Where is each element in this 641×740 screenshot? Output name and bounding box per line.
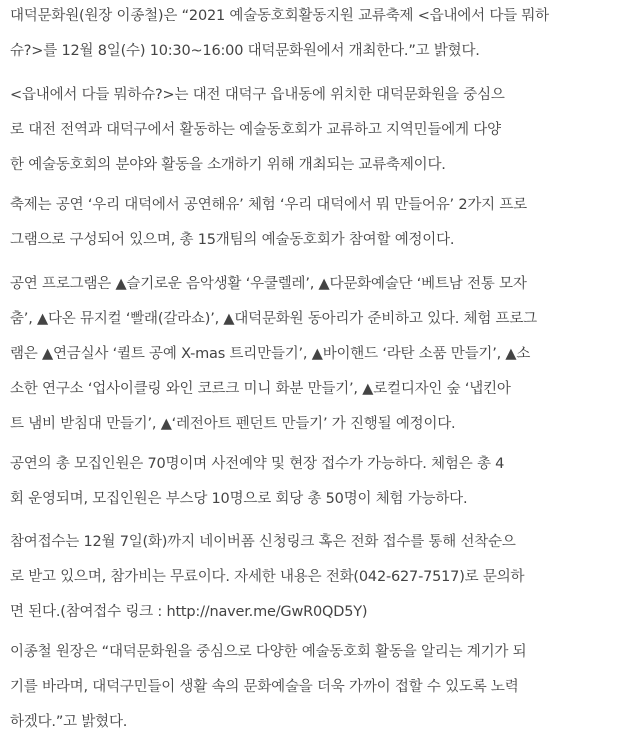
- text-line: 참여접수는 12월 7일(화)까지 네이버폼 신청링크 혹은 전화 접수를 통해 선착순으: [10, 534, 516, 550]
- paragraph-festival-description: [10, 78, 634, 183]
- text-line: 슈?>를 12월 8일(수) 10:30~16:00 대덕문화원에서 개최한다.”고 밝혔다.: [10, 43, 480, 59]
- text-line: 하겠다.”고 밝혔다.: [10, 714, 128, 730]
- paragraph-program-details: [10, 267, 634, 442]
- text-line: 그램으로 구성되어 있으며, 총 15개팀의 예술동호회가 참여할 예정이다.: [10, 232, 455, 248]
- text-line: 춤’, ▲다온 뮤지컬 ‘빨래(갈라쇼)’, ▲대덕문화원 동아리가 준비하고 있다. 체험 프로그: [10, 311, 537, 327]
- paragraph-director-quote: [10, 635, 634, 740]
- text-line: 트 냄비 받침대 만들기’, ▲‘레전아트 펜던트 만들기’ 가 진행될 예정이다.: [10, 416, 456, 432]
- text-line: 회 운영되며, 모집인원은 부스당 10명으로 회당 총 50명이 체험 가능하다.: [10, 491, 468, 507]
- text-line: 이종철 원장은 “대덕문화원을 중심으로 다양한 예술동호회 활동을 알리는 계기가 되: [10, 644, 527, 660]
- text-line: 면 된다.(참여접수 링크 : http://naver.me/GwR0QD5Y): [10, 604, 368, 620]
- text-line: 공연 프로그램은 ▲슬기로운 음악생활 ‘우쿨렐레’, ▲다문화예술단 ‘베트남 전통 모자: [10, 276, 527, 292]
- paragraph-intro: [10, 0, 634, 69]
- text-line: <읍내에서 다들 뭐하슈?>는 대전 대덕구 읍내동에 위치한 대덕문화원을 중심으: [10, 87, 505, 103]
- text-line: 로 대전 전역과 대덕구에서 활동하는 예술동호회가 교류하고 지역민들에게 다양: [10, 122, 501, 138]
- text-line: 소한 연구소 ‘업사이클링 와인 코르크 미니 화분 만들기’, ▲로컬디자인 숲 ‘냅킨아: [10, 381, 511, 397]
- text-line: 한 예술동호회의 분야와 활동을 소개하기 위해 개최되는 교류축제이다.: [10, 157, 446, 173]
- paragraph-capacity: [10, 447, 634, 517]
- paragraph-program-overview: [10, 188, 634, 258]
- text-line: 기를 바라며, 대덕구민들이 생활 속의 문화예술을 더욱 가까이 접할 수 있도록 노력: [10, 679, 519, 695]
- text-line: 대덕문화원(원장 이종철)은 “2021 예술동호회활동지원 교류축제 <읍내에서 다들 뭐하: [10, 8, 549, 24]
- text-line: 축제는 공연 ‘우리 대덕에서 공연해유’ 체험 ‘우리 대덕에서 뭐 만들어유’ 2가지 프로: [10, 197, 527, 213]
- text-line: 로 받고 있으며, 참가비는 무료이다. 자세한 내용은 전화(042-627-7517)로 문의하: [10, 569, 525, 585]
- text-line: 램은 ▲연금실사 ‘퀼트 공예 X-mas 트리만들기’, ▲바이핸드 ‘라탄 소품 만들기’, ▲소: [10, 346, 531, 362]
- text-line: 공연의 총 모집인원은 70명이며 사전예약 및 현장 접수가 가능하다. 체험은 총 4: [10, 456, 505, 472]
- paragraph-registration: [10, 525, 634, 630]
